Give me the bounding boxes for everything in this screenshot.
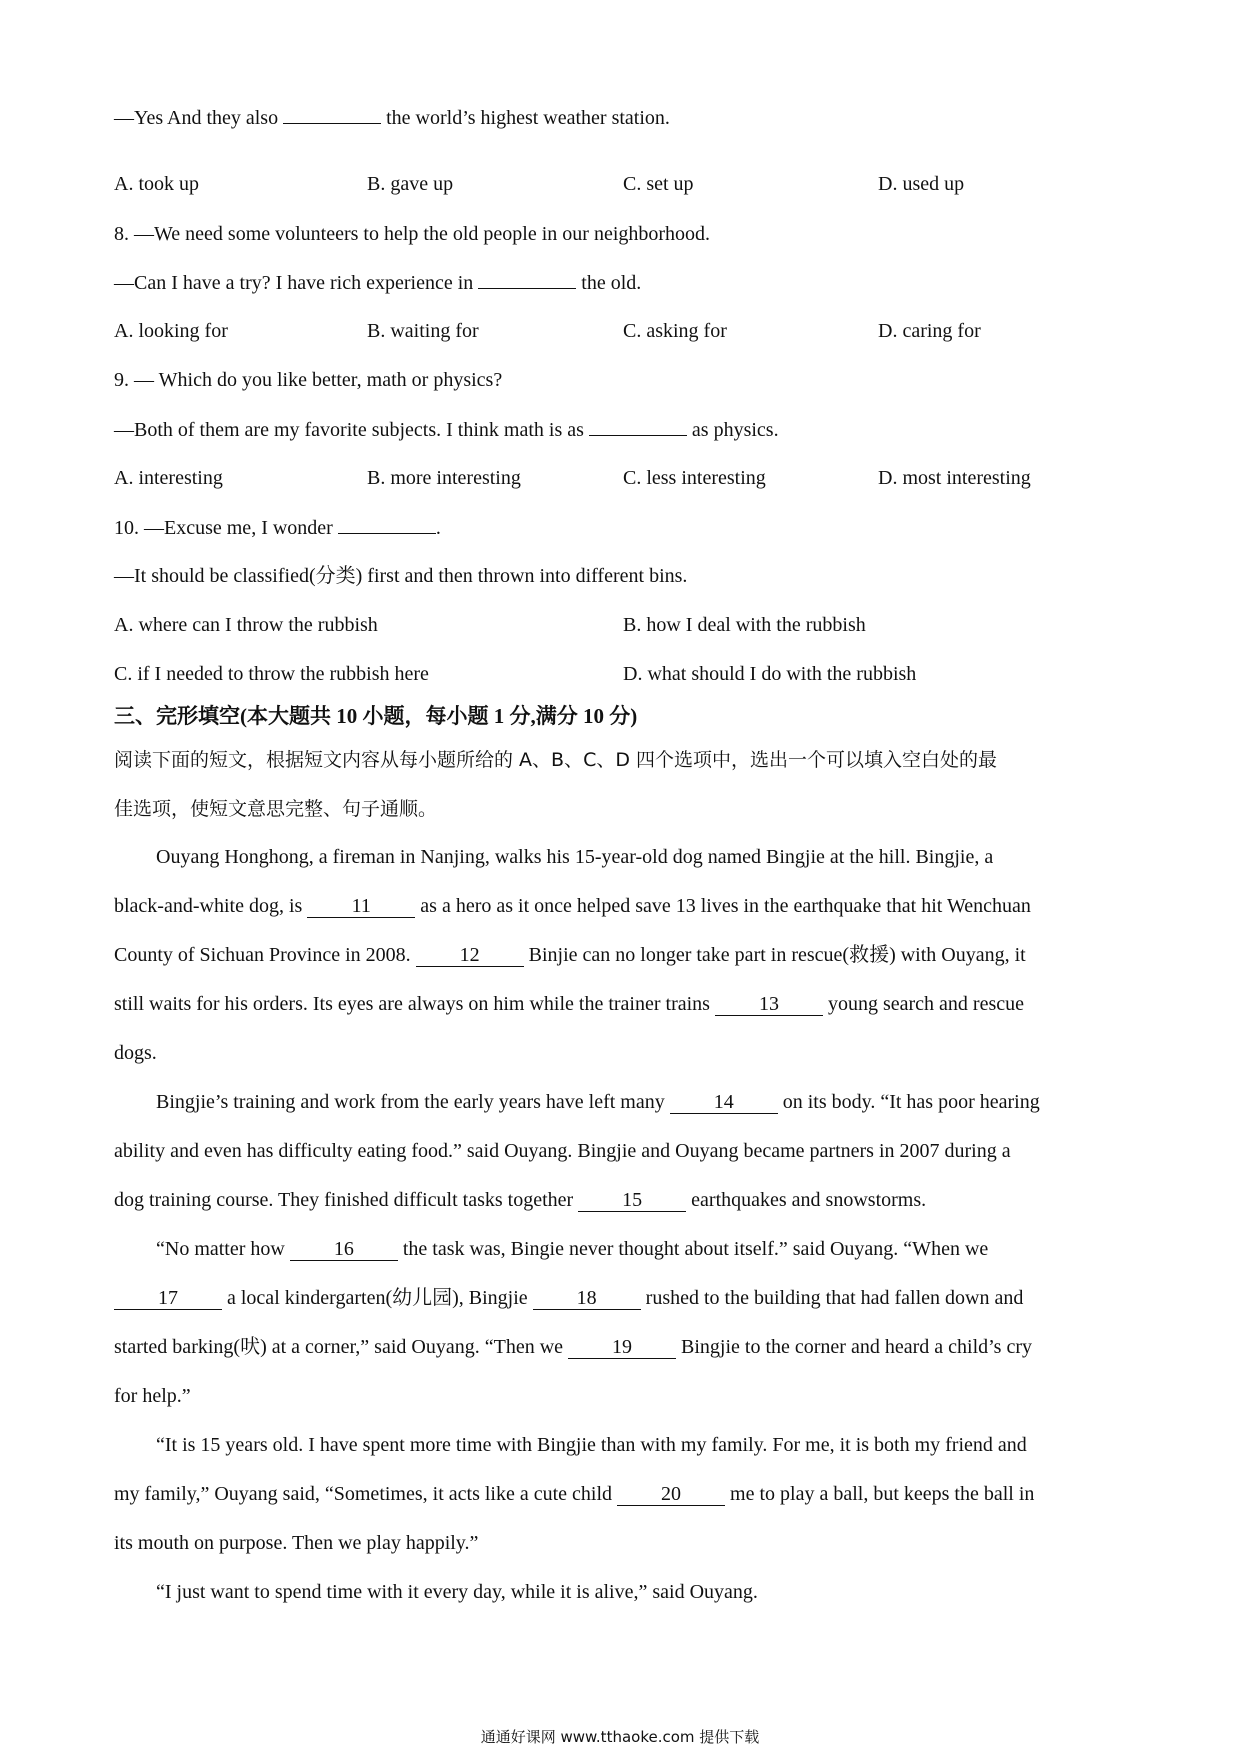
q8-blank [478, 268, 576, 289]
blank-12: 12 [416, 944, 524, 967]
passage-p1-line5: dogs. [114, 1042, 157, 1064]
q7-answer-line: —Yes And they also the world’s highest weather station. [114, 103, 670, 132]
passage-p3-line4: for help.” [114, 1385, 191, 1407]
q10-option-a: A. where can I throw the rubbish [114, 614, 378, 636]
passage-p2-line3: dog training course. They finished difficult tasks together 15 earthquakes and snowstorms. [114, 1189, 927, 1211]
passage-p4-line2: my family,” Ouyang said, “Sometimes, it acts like a cute child 20 me to play a ball, but keeps the ball in [114, 1483, 1035, 1505]
q7-option-b: B. gave up [367, 173, 454, 195]
passage-p2-line2: ability and even has difficulty eating food.” said Ouyang. Bingjie and Ouyang became partners in 2007 during a [114, 1140, 1011, 1162]
passage-p1-line1: Ouyang Honghong, a fireman in Nanjing, walks his 15-year-old dog named Bingjie at the hill. Bingjie, a [156, 846, 994, 868]
q8-option-a: A. looking for [114, 320, 228, 342]
blank-11: 11 [307, 895, 415, 918]
q9-option-a: A. interesting [114, 467, 223, 489]
q10-option-c: C. if I needed to throw the rubbish here [114, 663, 429, 685]
q10-question: 10. —Excuse me, I wonder . [114, 513, 441, 542]
q7-option-c: C. set up [623, 173, 694, 195]
q8-option-d: D. caring for [878, 320, 981, 342]
passage-p2-line1: Bingjie’s training and work from the early years have left many 14 on its body. “It has poor hearing [156, 1091, 1040, 1113]
passage-p3-line1: “No matter how 16 the task was, Bingie never thought about itself.” said Ouyang. “When we [156, 1238, 989, 1260]
q10-option-b: B. how I deal with the rubbish [623, 614, 866, 636]
q8-question: 8. —We need some volunteers to help the old people in our neighborhood. [114, 223, 711, 245]
blank-18: 18 [533, 1287, 641, 1310]
passage-p1-line3: County of Sichuan Province in 2008. 12 Binjie can no longer take part in rescue(救援) with Ouyang, it [114, 944, 1026, 966]
q7-option-d: D. used up [878, 173, 965, 195]
page-footer: 通通好课网 www.tthaoke.com 提供下载 [480, 1728, 760, 1746]
q9-answer-line: —Both of them are my favorite subjects. I think math is as as physics. [114, 415, 779, 444]
passage-p3-line2: 17 a local kindergarten(幼儿园), Bingjie 18 rushed to the building that had fallen down and [114, 1284, 1023, 1312]
q9-blank [589, 415, 687, 436]
blank-13: 13 [715, 993, 823, 1016]
passage-p1-line4: still waits for his orders. Its eyes are always on him while the trainer trains 13 young search and rescue [114, 993, 1024, 1015]
q10-blank [338, 513, 436, 534]
section-instruction-1: 阅读下面的短文，根据短文内容从每小题所给的 A、B、C、D 四个选项中，选出一个可以填入空白处的最 [114, 749, 998, 771]
section-instruction-2: 佳选项，使短文意思完整、句子通顺。 [114, 798, 438, 820]
blank-16: 16 [290, 1238, 398, 1261]
q10-option-d: D. what should I do with the rubbish [623, 663, 917, 685]
q7-blank [283, 103, 381, 124]
q7-option-a: A. took up [114, 173, 199, 195]
q8-answer-line: —Can I have a try? I have rich experience in the old. [114, 268, 641, 297]
blank-15: 15 [578, 1189, 686, 1212]
passage-p4-line1: “It is 15 years old. I have spent more time with Bingjie than with my family. For me, it is both my friend and [156, 1434, 1027, 1456]
q9-option-c: C. less interesting [623, 467, 766, 489]
q8-option-c: C. asking for [623, 320, 727, 342]
q9-option-b: B. more interesting [367, 467, 521, 489]
blank-17: 17 [114, 1287, 222, 1310]
blank-19: 19 [568, 1336, 676, 1359]
blank-14: 14 [670, 1091, 778, 1114]
q9-option-d: D. most interesting [878, 467, 1031, 489]
passage-p1-line2: black-and-white dog, is 11 as a hero as it once helped save 13 lives in the earthquake that hit Wenchuan [114, 895, 1031, 917]
blank-20: 20 [617, 1483, 725, 1506]
section-heading: 三、完形填空(本大题共 10 小题，每小题 1 分,满分 10 分) [114, 704, 638, 728]
passage-p4-line3: its mouth on purpose. Then we play happily.” [114, 1532, 479, 1554]
passage-p3-line3: started barking(吠) at a corner,” said Ouyang. “Then we 19 Bingjie to the corner and heard a child’s cry [114, 1336, 1033, 1358]
q9-question: 9. — Which do you like better, math or physics? [114, 369, 503, 391]
q8-option-b: B. waiting for [367, 320, 479, 342]
passage-p5-line1: “I just want to spend time with it every day, while it is alive,” said Ouyang. [156, 1581, 758, 1603]
q10-answer-line: —It should be classified(分类) first and then thrown into different bins. [114, 565, 688, 587]
